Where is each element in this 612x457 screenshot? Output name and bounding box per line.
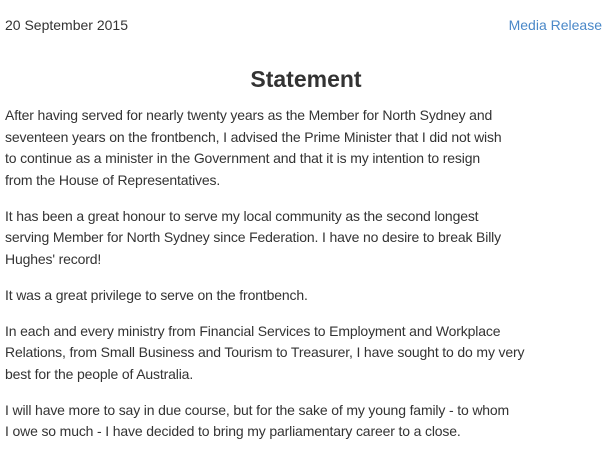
paragraph	[5, 105, 610, 191]
paragraph-line: It was a great privilege to serve on the frontbench.	[5, 286, 308, 303]
paragraph-line: Hughes' record!	[5, 250, 102, 267]
paragraph-line: to continue as a minister in the Government and that it is my intention to resign	[5, 150, 480, 166]
paragraph-line: I will have more to say in due course, but for the sake of my young family - to whom	[5, 401, 510, 418]
paragraph-line: It has been a great honour to serve my local community as the second longest	[5, 207, 479, 224]
paragraph-line: seventeen years on the frontbench, I advised the Prime Minister that I did not wish	[5, 128, 502, 145]
media-release-link[interactable]: Media Release	[508, 17, 602, 33]
paragraph	[5, 285, 610, 307]
paragraph-line: I owe so much - I have decided to bring my parliamentary career to a close.	[5, 423, 461, 439]
paragraph-line: from the House of Representatives.	[5, 171, 221, 188]
paragraph-line: After having served for nearly twenty years as the Member for North Sydney and	[5, 107, 493, 123]
paragraph-line: serving Member for North Sydney since Federation. I have no desire to break Billy	[5, 229, 501, 245]
release-header	[5, 16, 602, 34]
release-date: 20 September 2015	[5, 17, 128, 33]
statement-body	[5, 105, 610, 457]
paragraph	[5, 321, 610, 386]
paragraph-line: best for the people of Australia.	[5, 365, 194, 382]
page-title: Statement	[250, 66, 362, 92]
paragraph-line: In each and every ministry from Financial Services to Employment and Workplace	[5, 322, 501, 339]
paragraph-line: Relations, from Small Business and Tourism to Treasurer, I have sought to do my very	[5, 344, 525, 360]
paragraph	[5, 206, 610, 271]
paragraph	[5, 400, 610, 443]
